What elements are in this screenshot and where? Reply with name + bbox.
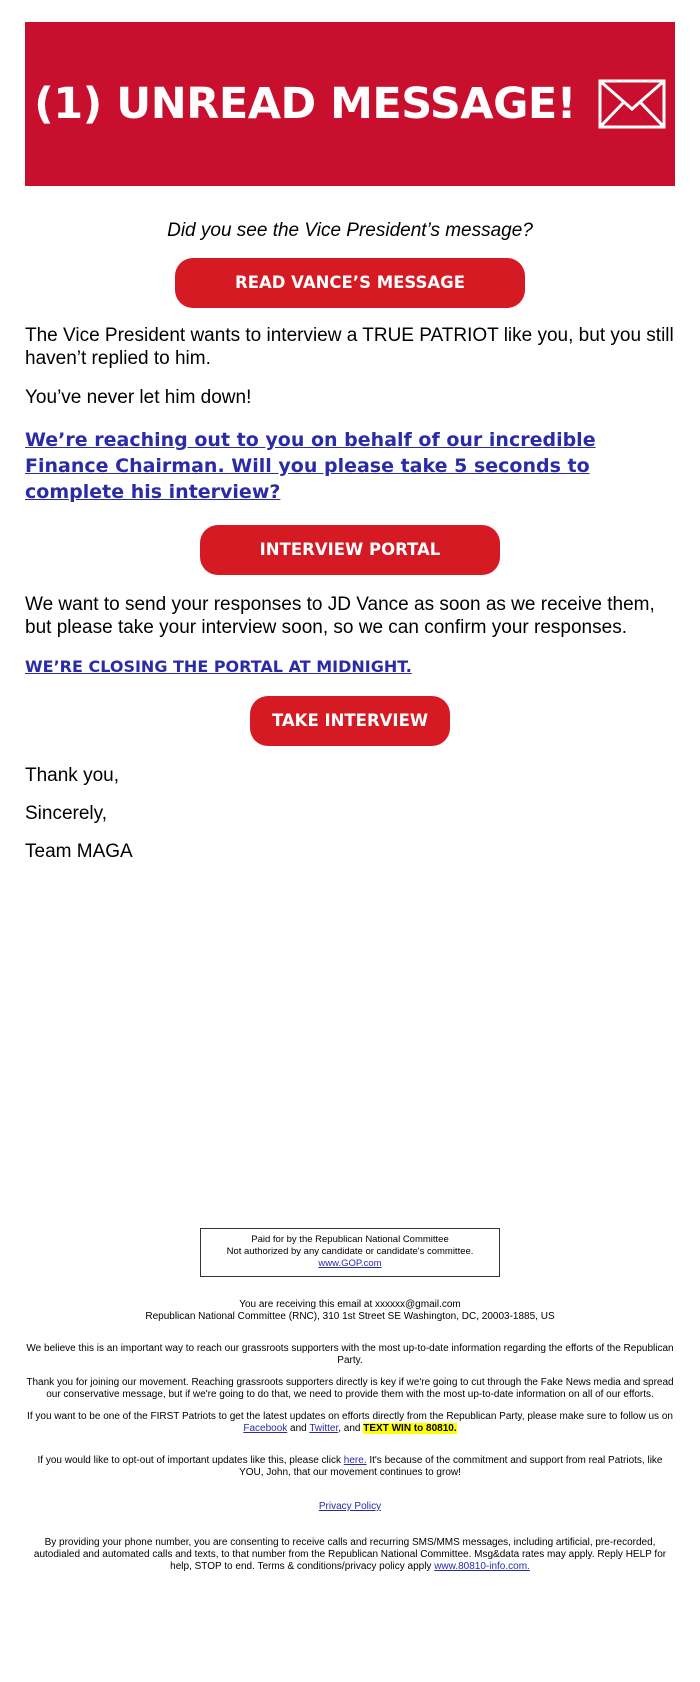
envelope-icon	[598, 79, 666, 129]
twitter-link[interactable]: Twitter	[309, 1423, 339, 1434]
footer-follow-text	[25, 1411, 675, 1435]
signoff-sincerely: Sincerely,	[25, 803, 108, 824]
body-paragraph-2: You’ve never let him down!	[25, 387, 252, 408]
facebook-link[interactable]: Facebook	[243, 1423, 288, 1434]
text-win-highlight: TEXT WIN to 80810.	[363, 1423, 457, 1434]
unread-message-banner[interactable]	[25, 22, 675, 186]
footer-optout-text	[25, 1455, 675, 1479]
interview-portal-button[interactable]: INTERVIEW PORTAL	[200, 525, 500, 575]
follow-text-comma-and: , and	[338, 1423, 364, 1434]
not-authorized-line: Not authorized by any candidate or candidate's committee.	[226, 1246, 474, 1257]
complete-interview-link[interactable]: We’re reaching out to you on behalf of our incredible Finance Chairman. Will you please take 5 seconds to complete his interview?	[25, 429, 596, 503]
privacy-policy-link[interactable]: Privacy Policy	[318, 1501, 382, 1512]
privacy-row	[25, 1501, 675, 1513]
rnc-address-line: Republican National Committee (RNC), 310 1st Street SE Washington, DC, 20003-1885, US	[145, 1311, 555, 1322]
receiving-email-line: You are receiving this email at xxxxxx@gmail.com	[239, 1299, 461, 1310]
optout-text-outro: It's because of the commitment and support from real Patriots, like YOU, John, that our movement continues to grow!	[239, 1455, 663, 1478]
receiving-notice	[25, 1299, 675, 1323]
gop-website-link[interactable]: www.GOP.com	[318, 1258, 382, 1269]
footer-thank-text: Thank you for joining our movement. Reaching grassroots supporters directly is key if we're going to cut through the Fake News media and spread our conservative message, but if we're going to do that, we need to provide them with the most up-to-date information on all of our efforts.	[26, 1377, 674, 1400]
paid-for-line: Paid for by the Republican National Committee	[251, 1234, 449, 1245]
sms-info-link[interactable]: www.80810-info.com.	[434, 1561, 530, 1572]
email-footer	[25, 1228, 675, 1573]
follow-text-and: and	[287, 1423, 310, 1434]
consent-text: By providing your phone number, you are consenting to receive calls and recurring SMS/MMS messages, including artificial, pre-recorded, autodialed and automated calls and texts, to that number from the Republican National Committee. Msg&data rates may apply. Reply HELP for help, STOP to end. Terms & conditions/privacy policy apply	[33, 1537, 667, 1572]
optout-text-intro: If you would like to opt-out of important updates like this, please click	[37, 1455, 344, 1466]
footer-believe-text: We believe this is an important way to reach our grassroots supporters with the most up-to-date information regarding the efforts of the Republican Party.	[26, 1343, 674, 1366]
email-body	[25, 22, 675, 863]
take-interview-button[interactable]: TAKE INTERVIEW	[250, 696, 450, 746]
intro-question: Did you see the Vice President’s message?	[167, 220, 533, 241]
footer-consent-text	[25, 1537, 675, 1573]
signoff-thank-you: Thank you,	[25, 765, 119, 786]
banner-text: (1) UNREAD MESSAGE!	[34, 79, 576, 129]
optout-here-link[interactable]: here.	[343, 1455, 367, 1466]
body-paragraph-1: The Vice President wants to interview a TRUE PATRIOT like you, but you still haven’t replied to him.	[25, 325, 674, 369]
read-message-button[interactable]: READ VANCE’S MESSAGE	[175, 258, 525, 308]
body-paragraph-3: We want to send your responses to JD Vance as soon as we receive them, but please take your interview soon, so we can confirm your responses.	[25, 594, 655, 638]
portal-closing-link[interactable]: WE’RE CLOSING THE PORTAL AT MIDNIGHT.	[25, 657, 412, 676]
signoff-team: Team MAGA	[25, 841, 133, 862]
paid-for-disclaimer	[200, 1228, 500, 1277]
follow-text-intro: If you want to be one of the FIRST Patriots to get the latest updates on efforts directly from the Republican Party, please make sure to follow us on	[27, 1411, 673, 1422]
